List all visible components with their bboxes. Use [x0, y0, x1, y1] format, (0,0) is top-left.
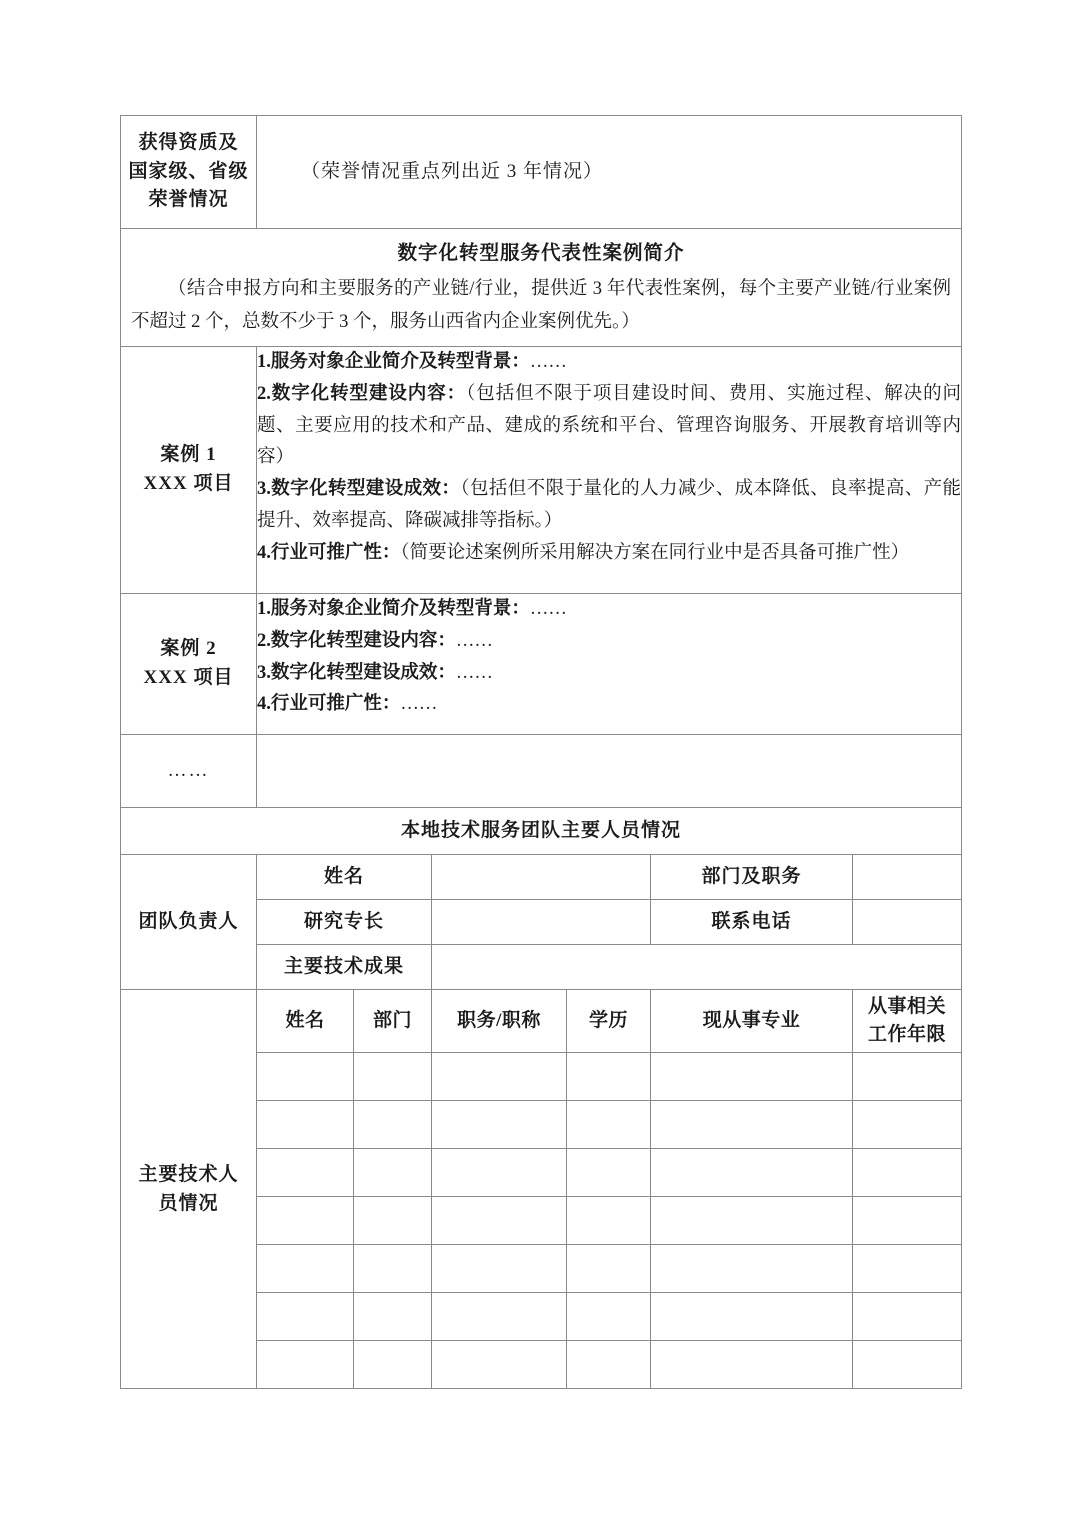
staff-cell-years-experience[interactable] [853, 1244, 962, 1292]
staff-cell-name[interactable] [257, 1100, 354, 1148]
team-leader-phone-value[interactable] [853, 899, 962, 944]
case-2-item-1-body: …… [529, 598, 567, 619]
case-2-content[interactable] [257, 593, 962, 734]
case-1-item-1 [257, 347, 961, 379]
case-section-title: 数字化转型服务代表性案例简介 [397, 243, 685, 264]
case-section-header-cell [121, 229, 962, 347]
staff-column-header-name: 姓名 [257, 989, 354, 1052]
staff-column-header-years-experience-line-1: 从事相关 [868, 996, 947, 1018]
staff-cell-position-title[interactable] [432, 1100, 567, 1148]
staff-column-header-education: 学历 [567, 989, 651, 1052]
case-2-item-2-body: …… [455, 630, 493, 651]
team-leader-achievements-label: 主要技术成果 [257, 944, 432, 989]
case-1-item-2-num: 2. [257, 383, 271, 404]
staff-cell-current-specialty[interactable] [651, 1052, 853, 1100]
case-1-item-3 [257, 474, 961, 538]
staff-cell-current-specialty[interactable] [651, 1148, 853, 1196]
case-1-item-4 [257, 538, 961, 570]
staff-cell-years-experience[interactable] [853, 1196, 962, 1244]
qualification-label-line-1: 获得资质及 [138, 132, 239, 154]
case-1-item-3-num: 3. [257, 479, 271, 500]
staff-section-label-line-1: 主要技术人 [138, 1163, 239, 1185]
case-section-header-row [121, 229, 962, 347]
team-leader-achievements-value[interactable] [432, 944, 962, 989]
case-1-label-line-2: XXX 项目 [143, 472, 234, 494]
team-section-header-row [121, 807, 962, 854]
staff-cell-position-title[interactable] [432, 1292, 567, 1340]
case-1-item-1-head: 服务对象企业简介及转型背景： [270, 351, 530, 372]
staff-cell-position-title[interactable] [432, 1244, 567, 1292]
staff-cell-name[interactable] [257, 1340, 354, 1388]
case-2-item-3 [257, 658, 961, 690]
staff-cell-department[interactable] [354, 1340, 432, 1388]
case-1-item-3-head: 数字化转型建设成效： [270, 479, 461, 500]
staff-cell-current-specialty[interactable] [651, 1196, 853, 1244]
staff-cell-name[interactable] [257, 1052, 354, 1100]
case-2-item-2-head: 数字化转型建设内容： [270, 630, 456, 651]
team-section-title: 本地技术服务团队主要人员情况 [121, 807, 962, 854]
staff-cell-years-experience[interactable] [853, 1148, 962, 1196]
staff-cell-department[interactable] [354, 1100, 432, 1148]
case-2-item-1 [257, 594, 961, 626]
staff-cell-years-experience[interactable] [853, 1292, 962, 1340]
team-leader-name-row [121, 854, 962, 899]
staff-cell-position-title[interactable] [432, 1340, 567, 1388]
staff-cell-department[interactable] [354, 1148, 432, 1196]
case-2-item-4 [257, 689, 961, 721]
case-1-item-1-body: …… [529, 351, 567, 372]
case-1-item-2-head: 数字化转型建设内容： [270, 383, 467, 404]
case-1-item-3-body: （包括但不限于量化的人力减少、成本降低、良率提高、产能提升、效率提高、降碳减排等指标。） [257, 479, 962, 531]
more-cases-label: …… [121, 734, 257, 807]
qualification-note: （荣誉情况重点列出近 3 年情况） [301, 160, 604, 182]
case-1-item-2-body: （包括但不限于项目建设时间、费用、实施过程、解决的问题、主要应用的技术和产品、建成的系统和平台、管理咨询服务、开展教育培训等内容） [257, 383, 962, 468]
staff-cell-education[interactable] [567, 1148, 651, 1196]
staff-cell-name[interactable] [257, 1196, 354, 1244]
staff-section-label [121, 989, 257, 1388]
staff-cell-name[interactable] [257, 1292, 354, 1340]
qualification-label-line-3: 荣誉情况 [148, 189, 229, 211]
team-leader-phone-label: 联系电话 [651, 899, 853, 944]
staff-cell-name[interactable] [257, 1244, 354, 1292]
case-2-item-1-head: 服务对象企业简介及转型背景： [270, 598, 530, 619]
case-1-item-4-body: （简要论述案例所采用解决方案在同行业中是否具备可推广性） [400, 542, 910, 563]
qualification-label-line-2: 国家级、省级 [128, 160, 249, 182]
staff-cell-department[interactable] [354, 1244, 432, 1292]
more-cases-row [121, 734, 962, 807]
case-1-item-2 [257, 379, 961, 474]
staff-column-header-position-title: 职务/职称 [432, 989, 567, 1052]
staff-cell-current-specialty[interactable] [651, 1292, 853, 1340]
staff-table-header-row [121, 989, 962, 1052]
staff-cell-position-title[interactable] [432, 1148, 567, 1196]
team-leader-name-value[interactable] [432, 854, 651, 899]
case-1-label [121, 346, 257, 593]
staff-cell-current-specialty[interactable] [651, 1244, 853, 1292]
staff-cell-current-specialty[interactable] [651, 1340, 853, 1388]
team-leader-specialty-label: 研究专长 [257, 899, 432, 944]
case-2-label-line-1: 案例 2 [160, 638, 217, 660]
staff-cell-department[interactable] [354, 1196, 432, 1244]
staff-cell-current-specialty[interactable] [651, 1100, 853, 1148]
team-leader-name-label: 姓名 [257, 854, 432, 899]
case-1-item-1-num: 1. [257, 351, 271, 372]
case-2-item-2 [257, 626, 961, 658]
case-1-item-4-head: 行业可推广性： [270, 542, 401, 563]
qualification-label [121, 116, 257, 229]
case-1-label-line-1: 案例 1 [160, 444, 217, 466]
staff-cell-education[interactable] [567, 1292, 651, 1340]
case-2-item-4-num: 4. [257, 694, 271, 715]
case-1-item-4-num: 4. [257, 542, 271, 563]
staff-section-label-line-2: 员情况 [158, 1192, 219, 1214]
case-section-note: （结合申报方向和主要服务的产业链/行业，提供近 3 年代表性案例，每个主要产业链/行业案例不超过 2 个，总数不少于 3 个，服务山西省内企业案例优先。） [131, 279, 952, 332]
team-leader-dept-title-value[interactable] [853, 854, 962, 899]
application-form-table [120, 115, 962, 1389]
staff-cell-education[interactable] [567, 1052, 651, 1100]
staff-cell-department[interactable] [354, 1292, 432, 1340]
qualification-row [121, 116, 962, 229]
team-leader-label: 团队负责人 [121, 854, 257, 989]
staff-cell-years-experience[interactable] [853, 1052, 962, 1100]
staff-cell-education[interactable] [567, 1340, 651, 1388]
case-2-item-2-num: 2. [257, 630, 271, 651]
case-1-content[interactable] [257, 346, 962, 593]
case-2-item-1-num: 1. [257, 598, 271, 619]
staff-cell-years-experience[interactable] [853, 1100, 962, 1148]
staff-column-header-department: 部门 [354, 989, 432, 1052]
staff-cell-years-experience[interactable] [853, 1340, 962, 1388]
team-leader-specialty-value[interactable] [432, 899, 651, 944]
staff-cell-education[interactable] [567, 1244, 651, 1292]
case-1-row [121, 346, 962, 593]
case-2-item-3-head: 数字化转型建设成效： [270, 662, 456, 683]
qualification-note-cell[interactable] [257, 116, 962, 229]
staff-column-header-years-experience [853, 989, 962, 1052]
case-2-label [121, 593, 257, 734]
case-2-item-4-head: 行业可推广性： [270, 694, 401, 715]
case-2-item-4-body: …… [400, 694, 438, 715]
staff-cell-position-title[interactable] [432, 1196, 567, 1244]
case-2-item-3-body: …… [455, 662, 493, 683]
staff-cell-position-title[interactable] [432, 1052, 567, 1100]
case-2-item-3-num: 3. [257, 662, 271, 683]
team-leader-dept-title-label: 部门及职务 [651, 854, 853, 899]
staff-cell-name[interactable] [257, 1148, 354, 1196]
more-cases-value[interactable] [257, 734, 962, 807]
staff-cell-education[interactable] [567, 1196, 651, 1244]
staff-column-header-current-specialty: 现从事专业 [651, 989, 853, 1052]
staff-column-header-years-experience-line-2: 工作年限 [868, 1023, 947, 1045]
staff-cell-department[interactable] [354, 1052, 432, 1100]
case-2-row [121, 593, 962, 734]
case-2-label-line-2: XXX 项目 [143, 666, 234, 688]
staff-cell-education[interactable] [567, 1100, 651, 1148]
